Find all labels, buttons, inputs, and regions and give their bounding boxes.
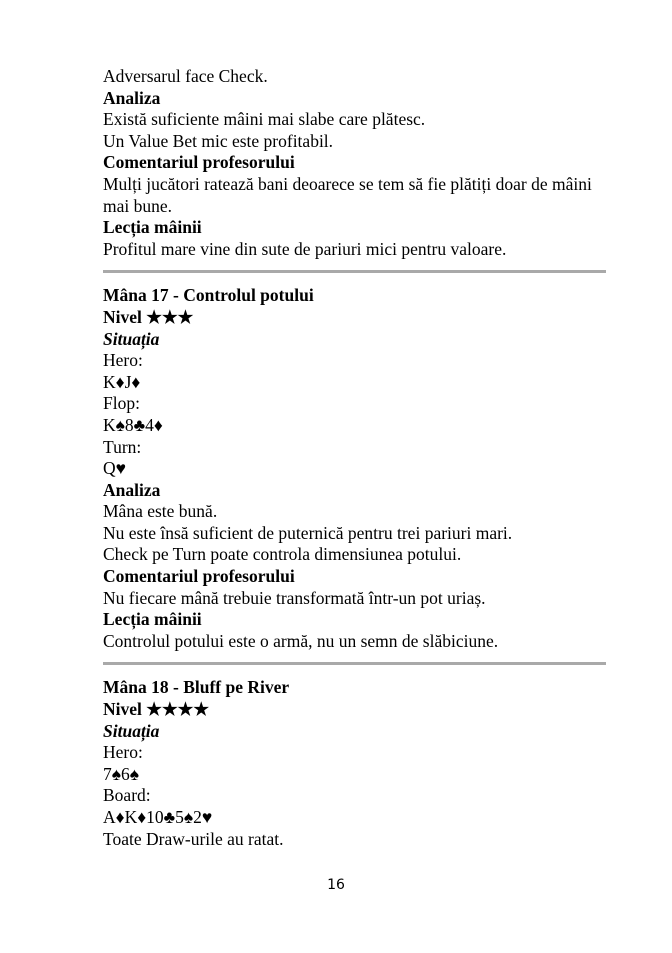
analysis-heading: Analiza: [103, 479, 161, 500]
page-content: [103, 66, 603, 850]
comment-text: Mulți jucători ratează bani deoarece se tem să fie plătiți doar de mâini mai bune.: [103, 173, 592, 216]
hand-18-title: Mâna 18 - Bluff pe River: [103, 677, 290, 698]
analysis-line: Există suficiente mâini mai slabe care plătesc.: [103, 109, 426, 130]
lesson-heading: Lecția mâinii: [103, 217, 202, 238]
situation-heading: Situația: [103, 720, 160, 741]
comment-heading: Comentariul profesorului: [103, 152, 295, 173]
situation-heading: Situația: [103, 328, 160, 349]
hero-cards: 7♠6♠: [103, 763, 140, 784]
flop-cards: K♠8♣4♦: [103, 414, 163, 435]
turn-card: Q♥: [103, 458, 127, 479]
board-cards: A♦K♦10♣5♠2♥: [103, 807, 213, 827]
hand-18-level: Nivel ★★★★: [103, 699, 210, 720]
analysis-line: Nu este însă suficient de puternică pentru trei pariuri mari.: [103, 522, 513, 543]
analysis-line: Un Value Bet mic este profitabil.: [103, 130, 334, 151]
situation-line: Board:: [103, 785, 151, 806]
lesson-text: Profitul mare vine din sute de pariuri mici pentru valoare.: [103, 238, 507, 259]
hero-cards: K♦J♦: [103, 371, 141, 392]
page-number: 16: [327, 877, 345, 893]
lesson-text: Controlul potului este o armă, nu un semn de slăbiciune.: [103, 630, 499, 651]
comment-text: Nu fiecare mână trebuie transformată într-un pot uriaș.: [103, 587, 486, 608]
analysis-line: Check pe Turn poate controla dimensiunea potului.: [103, 544, 462, 565]
analysis-line: Mâna este bună.: [103, 501, 218, 522]
situation-line: Hero:: [103, 742, 143, 763]
hand-17-title: Mâna 17 - Controlul potului: [103, 285, 314, 306]
situation-line: Toate Draw-urile au ratat.: [103, 828, 284, 849]
situation-line: Flop:: [103, 393, 140, 414]
hand-17-level: Nivel ★★★: [103, 306, 194, 327]
analysis-heading: Analiza: [103, 87, 161, 108]
comment-heading: Comentariul profesorului: [103, 566, 295, 587]
section-divider: [103, 662, 606, 665]
opponent-action: Adversarul face Check.: [103, 66, 268, 86]
lesson-heading: Lecția mâinii: [103, 609, 202, 630]
section-divider: [103, 270, 606, 273]
situation-line: Hero:: [103, 350, 143, 371]
situation-line: Turn:: [103, 436, 142, 457]
